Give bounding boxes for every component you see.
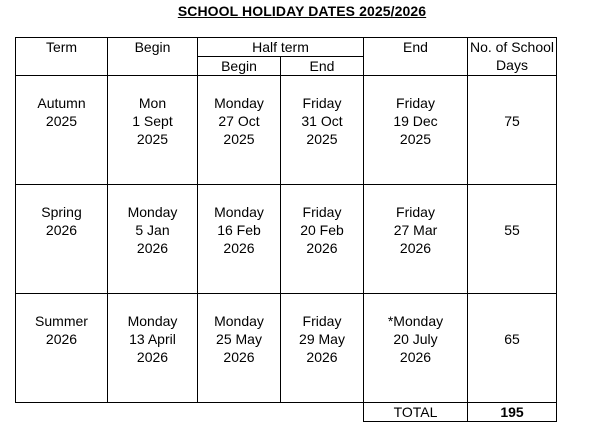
half-begin-cell: Monday 27 Oct 2025 (198, 76, 281, 185)
half-end-cell: Friday 29 May 2026 (281, 294, 364, 403)
header-half-term: Half term (198, 38, 364, 57)
half-end-cell: Friday 20 Feb 2026 (281, 185, 364, 294)
header-school-days: No. of School Days (468, 38, 557, 76)
total-value: 195 (468, 403, 557, 422)
half-end-cell: Friday 31 Oct 2025 (281, 76, 364, 185)
days-cell: 65 (468, 294, 557, 403)
begin-cell: Monday 5 Jan 2026 (108, 185, 198, 294)
term-cell: Summer 2026 (16, 294, 108, 403)
half-begin-cell: Monday 16 Feb 2026 (198, 185, 281, 294)
begin-cell: Monday 13 April 2026 (108, 294, 198, 403)
days-cell: 55 (468, 185, 557, 294)
holiday-dates-table (15, 37, 557, 422)
end-cell: Friday 27 Mar 2026 (364, 185, 468, 294)
total-row (16, 403, 557, 422)
header-row (16, 38, 557, 57)
term-cell: Spring 2026 (16, 185, 108, 294)
term-cell: Autumn 2025 (16, 76, 108, 185)
total-label: TOTAL (364, 403, 468, 422)
end-cell: Friday 19 Dec 2025 (364, 76, 468, 185)
term-row-spring (16, 185, 557, 294)
header-half-end: End (281, 57, 364, 76)
end-cell: *Monday 20 July 2026 (364, 294, 468, 403)
header-end: End (364, 38, 468, 76)
header-term: Term (16, 38, 108, 76)
header-begin: Begin (108, 38, 198, 76)
half-begin-cell: Monday 25 May 2026 (198, 294, 281, 403)
term-row-summer (16, 294, 557, 403)
term-row-autumn (16, 76, 557, 185)
header-half-begin: Begin (198, 57, 281, 76)
days-cell: 75 (468, 76, 557, 185)
begin-cell: Mon 1 Sept 2025 (108, 76, 198, 185)
page-title: SCHOOL HOLIDAY DATES 2025/2026 (177, 3, 427, 19)
